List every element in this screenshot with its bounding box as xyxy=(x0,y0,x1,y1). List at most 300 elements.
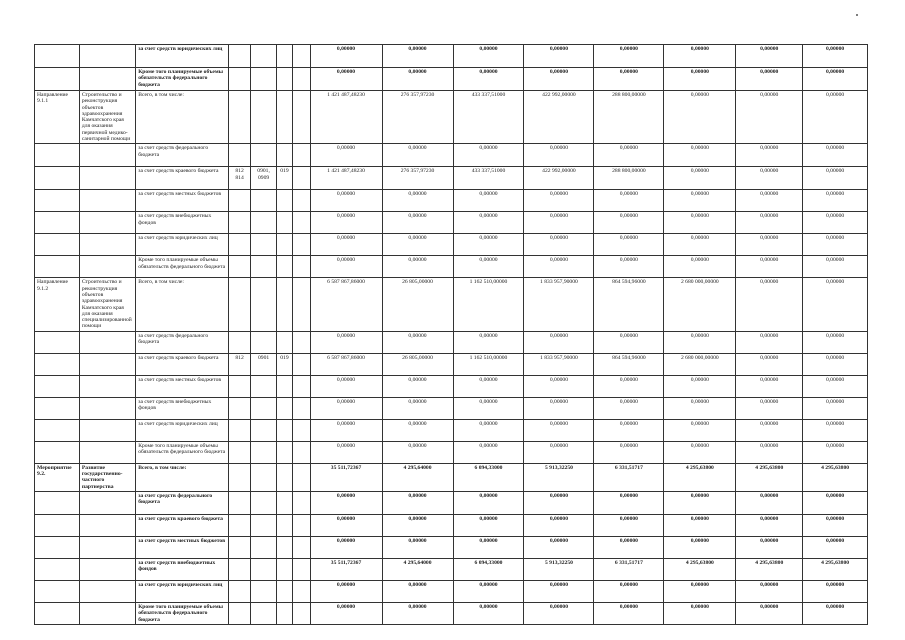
amount-cell: 0,00000 xyxy=(453,331,524,353)
budget-table xyxy=(34,44,868,625)
amount-cell: 0,00000 xyxy=(664,419,736,441)
amount-cell: 0,00000 xyxy=(803,68,868,91)
funding-source: за счет средств федерального бюджета xyxy=(136,331,229,353)
table-row xyxy=(35,167,868,190)
row-label: Направление 9.1.1 xyxy=(35,91,80,144)
row-description xyxy=(79,353,135,375)
grbs-code xyxy=(229,375,251,397)
funding-source: за счет средств федерального бюджета xyxy=(136,144,229,167)
amount-cell: 1 833 957,90000 xyxy=(524,278,594,331)
amount-cell: 0,00000 xyxy=(524,234,594,256)
row-description xyxy=(79,514,135,536)
expense-type-code xyxy=(277,580,293,602)
empty-cell xyxy=(292,397,310,419)
row-label xyxy=(35,536,80,558)
amount-cell: 0,00000 xyxy=(453,212,524,234)
expense-type-code xyxy=(277,144,293,167)
amount-cell: 0,00000 xyxy=(382,234,453,256)
amount-cell: 0,00000 xyxy=(310,256,382,278)
amount-cell: 0,00000 xyxy=(594,68,664,91)
grbs-code xyxy=(229,234,251,256)
amount-cell: 0,00000 xyxy=(524,45,594,68)
amount-cell: 0,00000 xyxy=(524,602,594,624)
funding-source: Кроме того планируемые объемы обязательств федерального бюджета xyxy=(136,441,229,463)
row-description xyxy=(79,190,135,212)
amount-cell: 0,00000 xyxy=(803,580,868,602)
funding-source: за счет средств внебюджетных фондов xyxy=(136,397,229,419)
empty-cell xyxy=(292,331,310,353)
table-row xyxy=(35,278,868,331)
row-description xyxy=(79,397,135,419)
grbs-code: 812 xyxy=(229,353,251,375)
funding-source: за счет средств краевого бюджета xyxy=(136,167,229,190)
amount-cell: 0,00000 xyxy=(664,580,736,602)
grbs-code xyxy=(229,463,251,491)
amount-cell: 0,00000 xyxy=(310,234,382,256)
amount-cell: 6 331,51717 xyxy=(594,558,664,580)
table-row xyxy=(35,234,868,256)
expense-type-code xyxy=(277,278,293,331)
amount-cell: 0,00000 xyxy=(453,45,524,68)
expense-type-code xyxy=(277,602,293,624)
amount-cell: 0,00000 xyxy=(803,331,868,353)
amount-cell: 0,00000 xyxy=(453,536,524,558)
amount-cell: 5 913,32250 xyxy=(524,558,594,580)
amount-cell: 0,00000 xyxy=(736,514,803,536)
grbs-code xyxy=(229,256,251,278)
row-label xyxy=(35,45,80,68)
section-code xyxy=(251,234,277,256)
empty-cell xyxy=(292,256,310,278)
grbs-code xyxy=(229,602,251,624)
funding-source: за счет средств местных бюджетов xyxy=(136,375,229,397)
amount-cell: 0,00000 xyxy=(453,514,524,536)
amount-cell: 0,00000 xyxy=(310,144,382,167)
amount-cell: 26 805,00000 xyxy=(382,353,453,375)
amount-cell: 0,00000 xyxy=(736,397,803,419)
amount-cell: 2 680 000,00000 xyxy=(664,278,736,331)
row-label xyxy=(35,514,80,536)
amount-cell: 0,00000 xyxy=(524,331,594,353)
expense-type-code: 019 xyxy=(277,167,293,190)
amount-cell: 0,00000 xyxy=(310,45,382,68)
amount-cell: 0,00000 xyxy=(664,375,736,397)
amount-cell: 0,00000 xyxy=(664,536,736,558)
row-description: Строительство и реконструкция объектов здравоохранения Камчатского края для оказания специализированной помощи xyxy=(79,278,135,331)
row-label xyxy=(35,580,80,602)
amount-cell: 0,00000 xyxy=(453,375,524,397)
grbs-code xyxy=(229,441,251,463)
empty-cell xyxy=(292,536,310,558)
amount-cell: 0,00000 xyxy=(310,331,382,353)
amount-cell: 0,00000 xyxy=(524,536,594,558)
amount-cell: 0,00000 xyxy=(664,91,736,144)
amount-cell: 0,00000 xyxy=(310,212,382,234)
amount-cell: 4 295,63800 xyxy=(664,558,736,580)
row-description xyxy=(79,558,135,580)
amount-cell: 0,00000 xyxy=(803,602,868,624)
funding-source: за счет средств внебюджетных фондов xyxy=(136,212,229,234)
row-label xyxy=(35,256,80,278)
amount-cell: 864 594,96000 xyxy=(594,278,664,331)
empty-cell xyxy=(292,441,310,463)
row-description xyxy=(79,45,135,68)
row-description xyxy=(79,375,135,397)
section-code xyxy=(251,331,277,353)
amount-cell: 0,00000 xyxy=(524,68,594,91)
amount-cell: 0,00000 xyxy=(382,375,453,397)
section-code xyxy=(251,68,277,91)
amount-cell: 0,00000 xyxy=(664,234,736,256)
amount-cell: 0,00000 xyxy=(453,256,524,278)
expense-type-code xyxy=(277,375,293,397)
section-code xyxy=(251,602,277,624)
amount-cell: 0,00000 xyxy=(803,353,868,375)
section-code xyxy=(251,580,277,602)
amount-cell: 0,00000 xyxy=(524,190,594,212)
row-label: Мероприятие 9.2. xyxy=(35,463,80,491)
table-body xyxy=(35,45,868,625)
empty-cell xyxy=(292,91,310,144)
amount-cell: 0,00000 xyxy=(594,190,664,212)
row-label xyxy=(35,397,80,419)
section-code: 0901, 0909 xyxy=(251,167,277,190)
row-label: Направление 9.1.2 xyxy=(35,278,80,331)
amount-cell: 0,00000 xyxy=(524,397,594,419)
expense-type-code xyxy=(277,441,293,463)
grbs-code xyxy=(229,580,251,602)
section-code xyxy=(251,397,277,419)
amount-cell: 0,00000 xyxy=(803,514,868,536)
row-label xyxy=(35,331,80,353)
empty-cell xyxy=(292,167,310,190)
amount-cell: 0,00000 xyxy=(310,419,382,441)
row-label xyxy=(35,353,80,375)
table-row xyxy=(35,397,868,419)
amount-cell: 1 833 957,90000 xyxy=(524,353,594,375)
funding-source: за счет средств юридических лиц xyxy=(136,45,229,68)
grbs-code xyxy=(229,397,251,419)
amount-cell: 0,00000 xyxy=(382,212,453,234)
amount-cell: 0,00000 xyxy=(453,144,524,167)
amount-cell: 0,00000 xyxy=(803,419,868,441)
row-label xyxy=(35,190,80,212)
table-row xyxy=(35,353,868,375)
amount-cell: 0,00000 xyxy=(453,441,524,463)
amount-cell: 0,00000 xyxy=(803,397,868,419)
expense-type-code xyxy=(277,419,293,441)
amount-cell: 288 800,00000 xyxy=(594,91,664,144)
empty-cell xyxy=(292,491,310,514)
amount-cell: 0,00000 xyxy=(382,580,453,602)
row-label xyxy=(35,375,80,397)
row-description xyxy=(79,441,135,463)
amount-cell: 0,00000 xyxy=(524,375,594,397)
row-label xyxy=(35,491,80,514)
row-label xyxy=(35,212,80,234)
table-row xyxy=(35,463,868,491)
amount-cell: 0,00000 xyxy=(736,144,803,167)
amount-cell: 0,00000 xyxy=(594,419,664,441)
section-code xyxy=(251,536,277,558)
amount-cell: 0,00000 xyxy=(382,68,453,91)
expense-type-code xyxy=(277,397,293,419)
expense-type-code xyxy=(277,256,293,278)
empty-cell xyxy=(292,234,310,256)
row-label xyxy=(35,144,80,167)
expense-type-code xyxy=(277,91,293,144)
amount-cell: 0,00000 xyxy=(594,212,664,234)
empty-cell xyxy=(292,45,310,68)
amount-cell: 1 421 487,48230 xyxy=(310,91,382,144)
amount-cell: 4 295,63800 xyxy=(664,463,736,491)
amount-cell: 0,00000 xyxy=(803,91,868,144)
amount-cell: 0,00000 xyxy=(382,256,453,278)
row-description xyxy=(79,167,135,190)
amount-cell: 35 511,72367 xyxy=(310,463,382,491)
amount-cell: 0,00000 xyxy=(803,441,868,463)
funding-source: Кроме того планируемые объемы обязательств федерального бюджета xyxy=(136,602,229,624)
amount-cell: 0,00000 xyxy=(382,602,453,624)
amount-cell: 4 295,64000 xyxy=(382,558,453,580)
funding-source: Всего, в том числе: xyxy=(136,463,229,491)
expense-type-code xyxy=(277,463,293,491)
amount-cell: 0,00000 xyxy=(736,441,803,463)
empty-cell xyxy=(292,602,310,624)
amount-cell: 0,00000 xyxy=(524,580,594,602)
table-row xyxy=(35,441,868,463)
amount-cell: 6 587 867,86000 xyxy=(310,278,382,331)
row-description xyxy=(79,602,135,624)
funding-source: за счет средств краевого бюджета xyxy=(136,353,229,375)
grbs-code xyxy=(229,45,251,68)
amount-cell: 0,00000 xyxy=(736,419,803,441)
amount-cell: 0,00000 xyxy=(664,144,736,167)
grbs-code xyxy=(229,68,251,91)
table-row xyxy=(35,514,868,536)
section-code xyxy=(251,91,277,144)
amount-cell: 0,00000 xyxy=(310,397,382,419)
expense-type-code xyxy=(277,190,293,212)
amount-cell: 0,00000 xyxy=(803,375,868,397)
amount-cell: 0,00000 xyxy=(664,167,736,190)
amount-cell: 1 421 487,48230 xyxy=(310,167,382,190)
section-code xyxy=(251,558,277,580)
amount-cell: 6 094,33000 xyxy=(453,463,524,491)
amount-cell: 0,00000 xyxy=(664,514,736,536)
amount-cell: 0,00000 xyxy=(310,580,382,602)
section-code xyxy=(251,375,277,397)
table-row xyxy=(35,536,868,558)
grbs-code xyxy=(229,190,251,212)
amount-cell: 0,00000 xyxy=(453,234,524,256)
expense-type-code xyxy=(277,331,293,353)
row-description xyxy=(79,491,135,514)
amount-cell: 0,00000 xyxy=(310,68,382,91)
funding-source: Всего, в том числе: xyxy=(136,278,229,331)
empty-cell xyxy=(292,353,310,375)
section-code xyxy=(251,256,277,278)
amount-cell: 0,00000 xyxy=(803,45,868,68)
expense-type-code xyxy=(277,234,293,256)
amount-cell: 0,00000 xyxy=(310,602,382,624)
funding-source: за счет средств юридических лиц xyxy=(136,419,229,441)
amount-cell: 864 594,96000 xyxy=(594,353,664,375)
amount-cell: 0,00000 xyxy=(382,190,453,212)
funding-source: за счет средств местных бюджетов xyxy=(136,190,229,212)
amount-cell: 0,00000 xyxy=(803,256,868,278)
funding-source: Кроме того планируемые объемы обязательств федерального бюджета xyxy=(136,256,229,278)
amount-cell: 0,00000 xyxy=(382,419,453,441)
row-label xyxy=(35,441,80,463)
amount-cell: 0,00000 xyxy=(736,491,803,514)
empty-cell xyxy=(292,278,310,331)
amount-cell: 0,00000 xyxy=(382,331,453,353)
amount-cell: 0,00000 xyxy=(453,68,524,91)
grbs-code xyxy=(229,144,251,167)
row-description xyxy=(79,256,135,278)
table-row xyxy=(35,419,868,441)
amount-cell: 5 913,32250 xyxy=(524,463,594,491)
amount-cell: 0,00000 xyxy=(736,234,803,256)
amount-cell: 1 162 510,00000 xyxy=(453,353,524,375)
row-label xyxy=(35,234,80,256)
amount-cell: 6 094,33000 xyxy=(453,558,524,580)
empty-cell xyxy=(292,190,310,212)
empty-cell xyxy=(292,580,310,602)
amount-cell: 0,00000 xyxy=(382,514,453,536)
table-row xyxy=(35,45,868,68)
table-row xyxy=(35,68,868,91)
funding-source: за счет средств юридических лиц xyxy=(136,580,229,602)
amount-cell: 0,00000 xyxy=(664,602,736,624)
row-description xyxy=(79,419,135,441)
amount-cell: 0,00000 xyxy=(594,580,664,602)
row-description xyxy=(79,212,135,234)
amount-cell: 0,00000 xyxy=(382,144,453,167)
grbs-code xyxy=(229,536,251,558)
row-description xyxy=(79,234,135,256)
row-description xyxy=(79,536,135,558)
section-code xyxy=(251,144,277,167)
table-row xyxy=(35,580,868,602)
amount-cell: 276 357,97230 xyxy=(382,91,453,144)
amount-cell: 1 162 510,00000 xyxy=(453,278,524,331)
amount-cell: 4 295,63800 xyxy=(803,558,868,580)
amount-cell: 0,00000 xyxy=(453,190,524,212)
expense-type-code xyxy=(277,212,293,234)
amount-cell: 0,00000 xyxy=(594,441,664,463)
table-row xyxy=(35,91,868,144)
amount-cell: 0,00000 xyxy=(524,514,594,536)
row-label xyxy=(35,68,80,91)
amount-cell: 26 805,00000 xyxy=(382,278,453,331)
amount-cell: 276 357,97230 xyxy=(382,167,453,190)
table-row xyxy=(35,144,868,167)
amount-cell: 0,00000 xyxy=(382,397,453,419)
amount-cell: 0,00000 xyxy=(382,536,453,558)
funding-source: за счет средств краевого бюджета xyxy=(136,514,229,536)
amount-cell: 0,00000 xyxy=(594,256,664,278)
grbs-code xyxy=(229,331,251,353)
table-row xyxy=(35,558,868,580)
grbs-code xyxy=(229,558,251,580)
amount-cell: 0,00000 xyxy=(664,491,736,514)
row-description xyxy=(79,580,135,602)
empty-cell xyxy=(292,463,310,491)
empty-cell xyxy=(292,375,310,397)
row-label xyxy=(35,419,80,441)
amount-cell: 0,00000 xyxy=(803,536,868,558)
row-description xyxy=(79,144,135,167)
expense-type-code xyxy=(277,68,293,91)
amount-cell: 0,00000 xyxy=(736,45,803,68)
amount-cell: 0,00000 xyxy=(310,536,382,558)
funding-source: Кроме того планируемые объемы обязательств федерального бюджета xyxy=(136,68,229,91)
grbs-code xyxy=(229,212,251,234)
amount-cell: 4 295,64000 xyxy=(382,463,453,491)
amount-cell: 0,00000 xyxy=(736,580,803,602)
amount-cell: 0,00000 xyxy=(803,167,868,190)
table-row xyxy=(35,375,868,397)
amount-cell: 422 992,00000 xyxy=(524,91,594,144)
amount-cell: 0,00000 xyxy=(310,375,382,397)
scan-speck xyxy=(856,14,858,16)
section-code xyxy=(251,45,277,68)
funding-source: за счет средств местных бюджетов xyxy=(136,536,229,558)
amount-cell: 0,00000 xyxy=(736,167,803,190)
amount-cell: 288 800,00000 xyxy=(594,167,664,190)
amount-cell: 0,00000 xyxy=(736,91,803,144)
section-code xyxy=(251,514,277,536)
amount-cell: 0,00000 xyxy=(736,331,803,353)
amount-cell: 0,00000 xyxy=(453,491,524,514)
row-label xyxy=(35,558,80,580)
amount-cell: 0,00000 xyxy=(664,441,736,463)
amount-cell: 0,00000 xyxy=(736,190,803,212)
amount-cell: 0,00000 xyxy=(453,419,524,441)
amount-cell: 0,00000 xyxy=(524,491,594,514)
table-row xyxy=(35,256,868,278)
section-code xyxy=(251,212,277,234)
amount-cell: 6 587 867,86000 xyxy=(310,353,382,375)
grbs-code xyxy=(229,419,251,441)
amount-cell: 2 680 000,00000 xyxy=(664,353,736,375)
amount-cell: 0,00000 xyxy=(594,397,664,419)
amount-cell: 0,00000 xyxy=(453,602,524,624)
expense-type-code xyxy=(277,558,293,580)
row-label xyxy=(35,167,80,190)
empty-cell xyxy=(292,144,310,167)
funding-source: за счет средств внебюджетных фондов xyxy=(136,558,229,580)
amount-cell: 422 992,00000 xyxy=(524,167,594,190)
amount-cell: 0,00000 xyxy=(803,491,868,514)
section-code: 0901 xyxy=(251,353,277,375)
amount-cell: 0,00000 xyxy=(310,441,382,463)
amount-cell: 0,00000 xyxy=(803,234,868,256)
amount-cell: 0,00000 xyxy=(382,491,453,514)
amount-cell: 0,00000 xyxy=(382,45,453,68)
amount-cell: 0,00000 xyxy=(736,68,803,91)
amount-cell: 0,00000 xyxy=(664,68,736,91)
expense-type-code xyxy=(277,536,293,558)
amount-cell: 0,00000 xyxy=(736,602,803,624)
amount-cell: 0,00000 xyxy=(594,536,664,558)
amount-cell: 0,00000 xyxy=(803,190,868,212)
section-code xyxy=(251,419,277,441)
table-row xyxy=(35,602,868,624)
amount-cell: 0,00000 xyxy=(382,441,453,463)
